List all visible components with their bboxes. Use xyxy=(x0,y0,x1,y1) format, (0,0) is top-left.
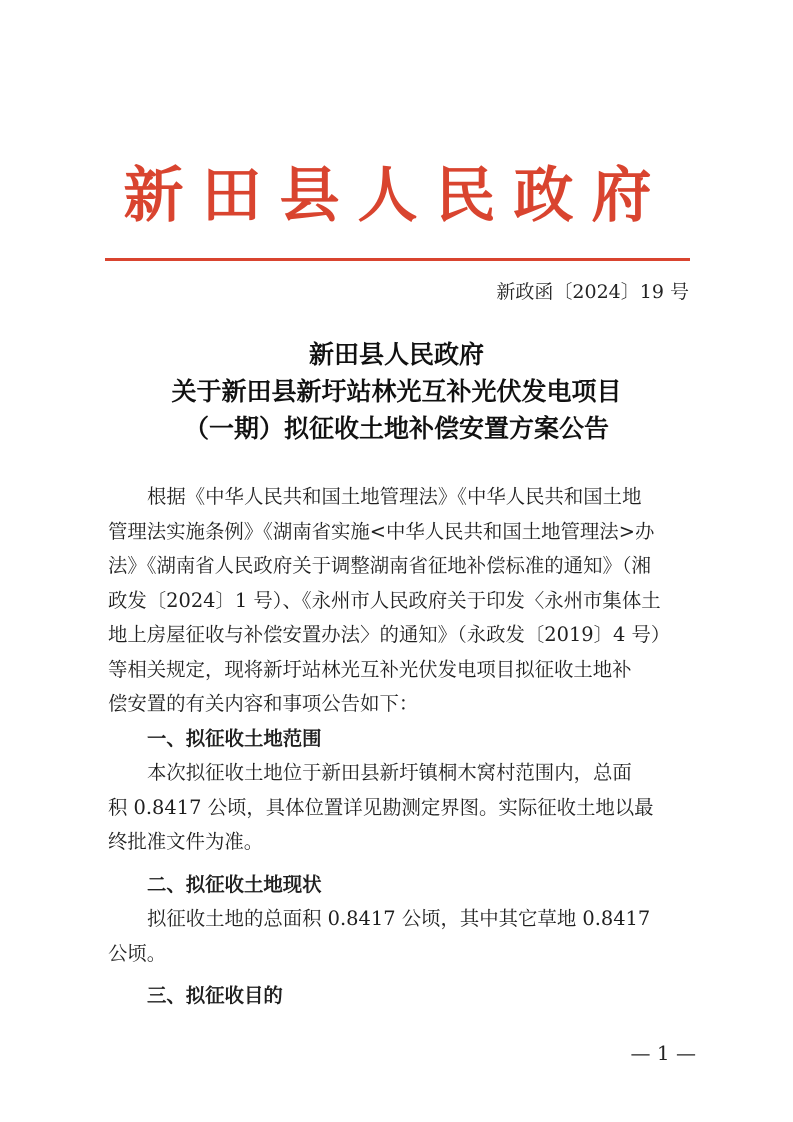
section-heading-3: 三、拟征收目的 xyxy=(147,984,283,1007)
document-number: 新政函〔2024〕19 号 xyxy=(496,281,689,303)
intro-line: 法》《湖南省人民政府关于调整湖南省征地补偿标准的通知》（湘 xyxy=(108,554,651,577)
intro-line: 偿安置的有关内容和事项公告如下： xyxy=(108,692,419,715)
intro-line: 政发〔2024〕1 号）、《永州市人民政府关于印发〈永州市集体土 xyxy=(108,588,661,612)
section-heading-2: 二、拟征收土地现状 xyxy=(147,872,322,896)
title-line-3: （一期）拟征收土地补偿安置方案公告 xyxy=(183,414,609,443)
section-heading-1: 一、拟征收土地范围 xyxy=(147,726,322,750)
section1-line: 本次拟征收土地位于新田县新圩镇桐木窝村范围内，总面 xyxy=(147,761,632,784)
intro-line: 地上房屋征收与补偿安置办法〉的通知》（永政发〔2019〕4 号） xyxy=(108,623,671,646)
section2-line: 公顷。 xyxy=(108,941,167,965)
issuer-masthead: 新田县人民政府 xyxy=(123,161,670,231)
red-divider-line xyxy=(105,258,690,261)
section1-line: 终批准文件为准。 xyxy=(108,830,264,853)
section1-line: 积 0.8417 公顷，具体位置详见勘测定界图。实际征收土地以最 xyxy=(108,795,654,819)
section2-line: 拟征收土地的总面积 0.8417 公顷，其中其它草地 0.8417 xyxy=(147,907,651,930)
document-body xyxy=(108,480,702,1014)
document-title xyxy=(0,336,793,447)
title-line-2: 关于新田县新圩站林光互补光伏发电项目 xyxy=(171,377,622,406)
title-line-1: 新田县人民政府 xyxy=(308,340,484,369)
intro-line: 根据《中华人民共和国土地管理法》《中华人民共和国土地 xyxy=(147,485,642,508)
intro-line: 等相关规定，现将新圩站林光互补光伏发电项目拟征收土地补 xyxy=(108,657,632,681)
intro-line: 管理法实施条例》《湖南省实施<中华人民共和国土地管理法>办 xyxy=(108,519,655,543)
page-number: — 1 — xyxy=(630,1041,696,1065)
